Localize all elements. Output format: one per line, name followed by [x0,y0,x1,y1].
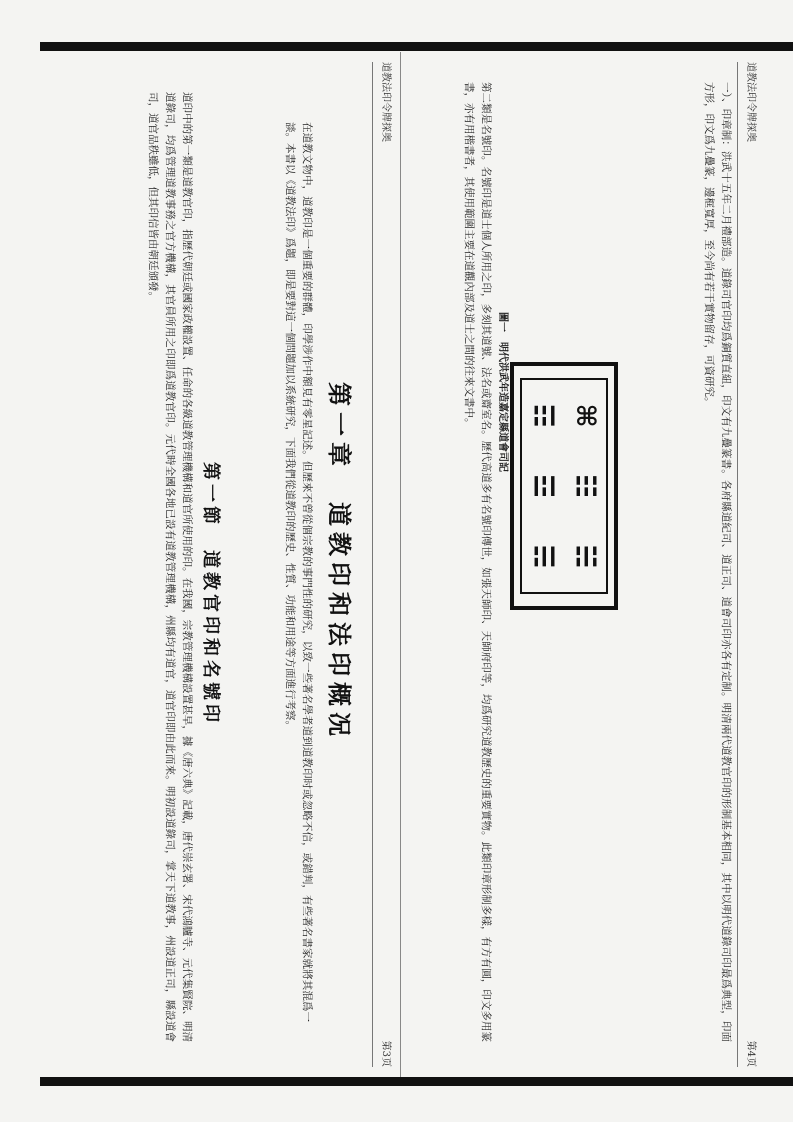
right-body-bottom-text: 第二類是名號印。名號印是道士個人所用之印，多刻其道號、法名或齋室名。歷代高道多有名號印傳世，如張天師印、天師府印等，均爲研究道教歷史的重要實物。此類印章形制多樣，有方有圓，印文多用篆書，亦有用楷書者，其使用範圍主要在道觀內部及道士之間的往來文書中。 [463,82,492,1042]
seal-glyph: ☶ [528,403,558,428]
right-body-top-text: 一）、印章制：洪武十五年二月禮部造。道錄司官印均爲銅質直紐，印文有九疊篆書。各府縣道紀司、道正司、道會司印亦各有定制。明清兩代道教官印的形制基本相同，其中以明代道錄司印最爲典型，印面方形，印文爲九疊篆，邊框寬厚，至今尚有若干實物留存，可資研究。 [703,82,732,1042]
left-page-rotated-content [45,62,395,1067]
left-page-number: 第3页 [380,1040,391,1067]
left-running-head-title: 道教法印令牌探奥 [380,62,391,142]
section-title: 第一節 道教官印和名號印 [200,462,221,726]
left-page [45,62,395,1067]
bottom-border-rule [40,1077,793,1086]
right-page-rotated-content [410,62,760,1067]
section-body-text: 道印中的第一類是道教官印，指歷代朝廷或國家政權設置、任命的各級道教管理機構和道官所使用的印。在我國，宗教管理機構設置甚早，據《唐六典》記載，唐代崇玄署、宋代鴻臚寺、元代集賢院、明清道錄司，均爲管理道教事務之官方機構，其官員所用之印即爲道教官印。元代時全國各地已設有道教管理機構，州縣均有道官，道官印即由此而來。明初設道錄司，掌天下道教事，州設道正司，縣設道會司，道官品秩雖低，但其印信皆由朝廷頒發。 [147,92,193,1042]
seal-impression-image [510,362,618,610]
right-page [410,62,760,1067]
right-running-head [737,62,760,1067]
chapter-intro-text: 在道教文物中，道教印是一個重要的群體，印學涉作中額見有零星記述。但歷來不曾從個宗教的事門性的研究，以致一些著名學者道到道教印时或忽略不信，或錯判，有些著名書家就將其混爲一談。本書以《道教法印》爲題，即是要對這一個問題加以系統研究，下面我們從道教印的歷史、性質、功能和用途等方面進行考察。 [284,122,313,1022]
left-running-head [372,62,395,1067]
seal-glyph: ⌘ [570,403,600,428]
seal-inner-frame [520,378,608,593]
page-divider [400,52,401,1077]
seal-glyph: ☵ [570,544,600,569]
chapter-title: 第一章 道教印和法印概况 [325,382,354,742]
top-border-rule [40,42,793,51]
seal-glyph: ☴ [528,544,558,569]
figure-caption: 圖一 明代洪武年造嘉定縣道會司記 [497,312,508,472]
seal-glyph: ☷ [570,474,600,498]
right-page-number: 第4页 [745,1040,756,1067]
seal-glyph: ☲ [528,474,558,498]
right-running-head-title: 道教法印令牌探奥 [745,62,756,142]
